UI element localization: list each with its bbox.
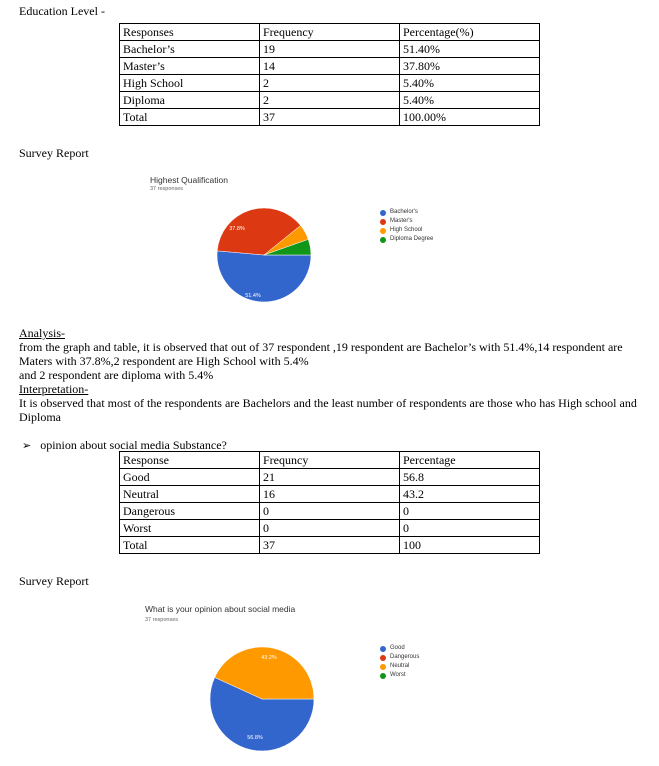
table-cell: Bachelor’s: [120, 41, 260, 58]
table-cell: 5.40%: [400, 92, 540, 109]
table-header-cell: Percentage: [400, 452, 540, 469]
table-row: [120, 41, 540, 58]
legend-dot-icon: [380, 237, 386, 243]
table-cell: Good: [120, 469, 260, 486]
table-cell: 14: [260, 58, 400, 75]
table-cell: 37: [260, 537, 400, 554]
table-header-row: [120, 24, 540, 41]
table-cell: 37: [260, 109, 400, 126]
table-cell: 0: [260, 503, 400, 520]
opinion-pie-chart: [205, 637, 325, 757]
legend-label: Diploma Degree: [390, 236, 434, 242]
table-header-cell: Response: [120, 452, 260, 469]
interpretation-text-line: It is observed that most of the respondents are Bachelors and the least number of respondents are those who has High school and: [19, 396, 637, 410]
legend-item: [380, 671, 419, 680]
legend-dot-icon: [380, 655, 386, 661]
chart-subtitle: 37 responses: [150, 186, 184, 192]
chart-subtitle: 37 responses: [145, 617, 179, 623]
analysis-text-line: and 2 respondent are diploma with 5.4%: [19, 368, 214, 382]
slice-label: 51.4%: [245, 293, 261, 299]
legend-dot-icon: [380, 228, 386, 234]
table-cell: 2: [260, 92, 400, 109]
education-level-heading: Education Level -: [19, 4, 105, 18]
slice-label: 43.2%: [261, 655, 277, 661]
table-cell: 51.40%: [400, 41, 540, 58]
chart-legend: [380, 644, 419, 680]
legend-dot-icon: [380, 673, 386, 679]
interpretation-text-line: Diploma: [19, 410, 61, 424]
analysis-text-line: from the graph and table, it is observed that out of 37 respondent ,19 respondent are Bachelor’s with 51.4%,14 respondent are: [19, 340, 623, 354]
table-cell: Worst: [120, 520, 260, 537]
table-cell: 56.8: [400, 469, 540, 486]
table-cell: 100: [400, 537, 540, 554]
legend-label: Dangerous: [390, 654, 420, 660]
table-header-cell: Frequncy: [260, 452, 400, 469]
table-cell: 100.00%: [400, 109, 540, 126]
table-cell: 0: [260, 520, 400, 537]
table-row: [120, 503, 540, 520]
legend-item: [380, 217, 433, 226]
education-table: [119, 23, 540, 126]
legend-label: Worst: [390, 672, 406, 678]
table-row: [120, 520, 540, 537]
table-row: [120, 109, 540, 126]
table-row: [120, 58, 540, 75]
table-header-cell: Percentage(%): [400, 24, 540, 41]
table-cell: Total: [120, 109, 260, 126]
table-cell: 21: [260, 469, 400, 486]
legend-item: [380, 235, 433, 244]
table-cell: 43.2: [400, 486, 540, 503]
legend-dot-icon: [380, 210, 386, 216]
legend-label: Bachelor's: [390, 209, 418, 215]
legend-item: [380, 644, 419, 653]
table-header-cell: Responses: [120, 24, 260, 41]
table-row: [120, 537, 540, 554]
table-cell: 37.80%: [400, 58, 540, 75]
legend-label: Neutral: [390, 663, 410, 669]
legend-label: Master's: [390, 218, 413, 224]
question-text: opinion about social media Substance?: [40, 438, 227, 452]
table-row: [120, 75, 540, 92]
legend-dot-icon: [380, 646, 386, 652]
opinion-table: [119, 451, 540, 554]
chart-legend: [380, 208, 433, 244]
pie-slice-bachelor-s: [217, 251, 311, 302]
table-cell: Dangerous: [120, 503, 260, 520]
table-header-row: [120, 452, 540, 469]
table-row: [120, 486, 540, 503]
legend-item: [380, 208, 433, 217]
bullet-arrow-icon: ➢: [22, 439, 32, 452]
interpretation-heading: Interpretation-: [19, 382, 89, 396]
legend-label: Good: [390, 645, 405, 651]
table-cell: Master’s: [120, 58, 260, 75]
analysis-heading: Analysis-: [19, 326, 65, 340]
education-pie-chart: [210, 204, 320, 304]
chart-title: What is your opinion about social media: [145, 604, 296, 614]
survey-report-label: Survey Report: [19, 574, 89, 588]
table-cell: 19: [260, 41, 400, 58]
legend-label: High School: [390, 227, 423, 233]
table-row: [120, 92, 540, 109]
table-cell: Total: [120, 537, 260, 554]
table-cell: 2: [260, 75, 400, 92]
table-header-cell: Frequency: [260, 24, 400, 41]
legend-item: [380, 226, 433, 235]
table-cell: 0: [400, 503, 540, 520]
table-cell: 5.40%: [400, 75, 540, 92]
slice-label: 56.8%: [247, 735, 263, 741]
table-cell: 16: [260, 486, 400, 503]
legend-item: [380, 653, 419, 662]
table-cell: Diploma: [120, 92, 260, 109]
table-cell: 0: [400, 520, 540, 537]
survey-report-label: Survey Report: [19, 146, 89, 160]
legend-dot-icon: [380, 664, 386, 670]
analysis-text-line: Maters with 37.8%,2 respondent are High School with 5.4%: [19, 354, 309, 368]
chart-title: Highest Qualification: [150, 175, 228, 185]
table-cell: High School: [120, 75, 260, 92]
slice-label: 37.8%: [229, 226, 245, 232]
legend-item: [380, 662, 419, 671]
table-row: [120, 469, 540, 486]
table-cell: Neutral: [120, 486, 260, 503]
legend-dot-icon: [380, 219, 386, 225]
